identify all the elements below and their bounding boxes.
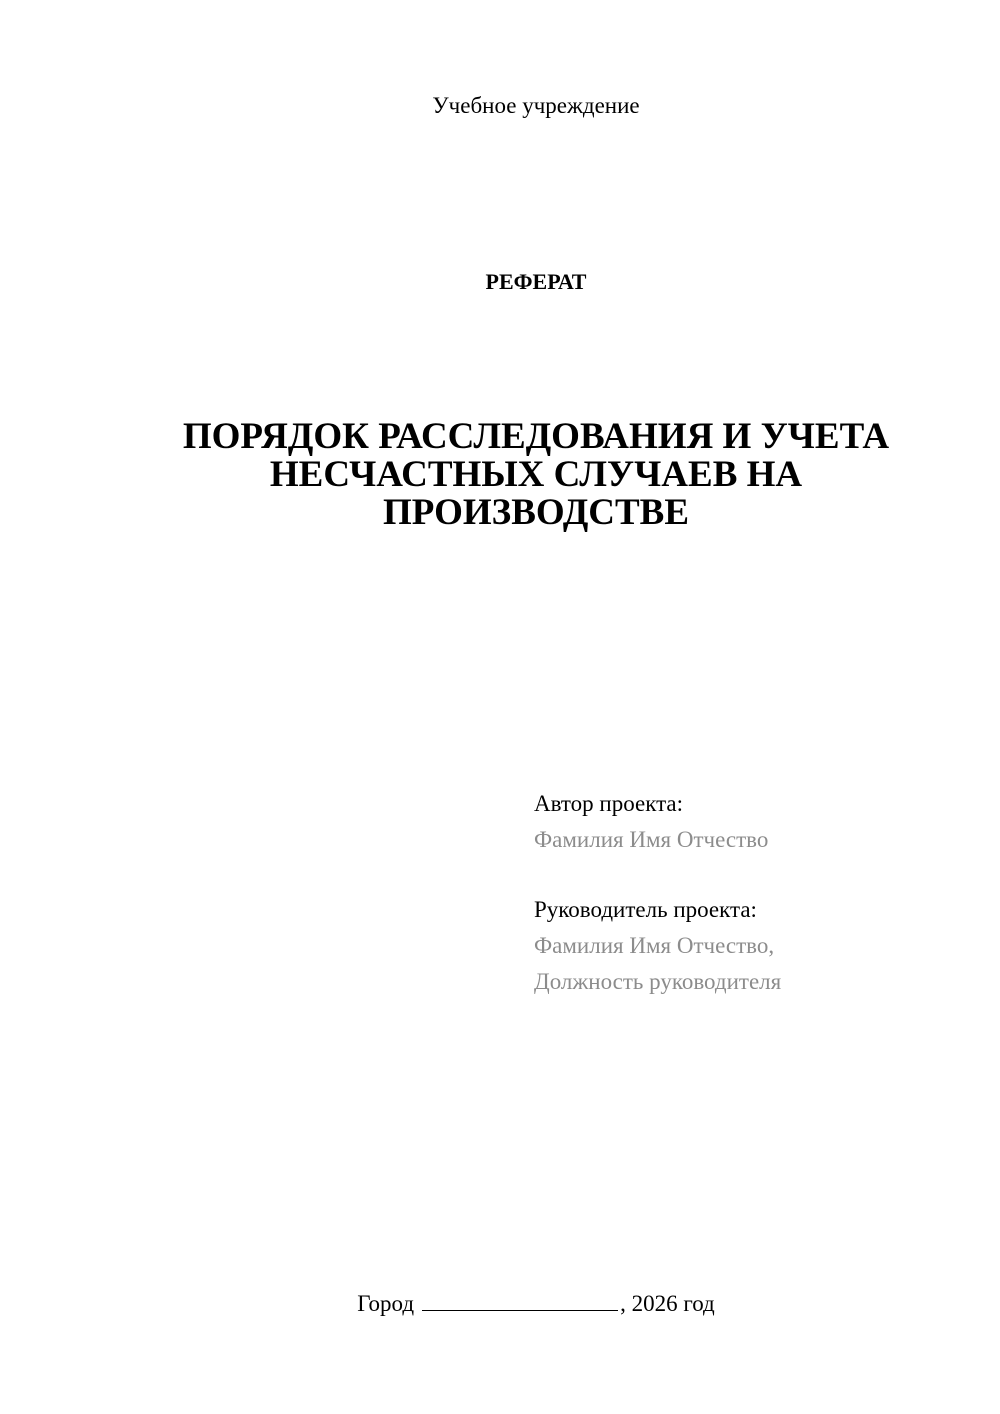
city-label: Город [357,1291,415,1316]
spacer [534,858,954,892]
year-text: , 2026 год [620,1291,715,1316]
city-year-line [0,1290,1000,1318]
document-type: РЕФЕРАТ [485,269,587,294]
project-info [534,786,954,1000]
institution-name: Учебное учреждение [432,93,640,118]
supervisor-name: Фамилия Имя Отчество, [534,933,775,958]
city-blank-line [422,1290,618,1311]
author-label: Автор проекта: [534,791,683,816]
supervisor-position: Должность руководителя [534,969,782,994]
supervisor-label: Руководитель проекта: [534,897,757,922]
title-line: ПРОИЗВОДСТВЕ [382,492,690,533]
title-line: ПОРЯДОК РАССЛЕДОВАНИЯ И УЧЕТА [182,416,890,457]
document-title [120,418,952,532]
title-line: НЕСЧАСТНЫХ СЛУЧАЕВ НА [269,454,803,495]
author-name: Фамилия Имя Отчество [534,827,769,852]
